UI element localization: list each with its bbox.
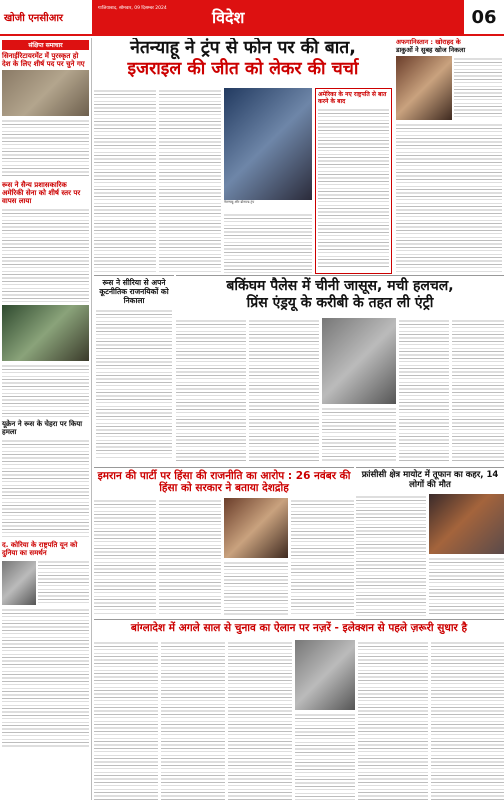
bangladesh-col-5 — [358, 640, 428, 800]
right-story-photo — [396, 56, 452, 120]
brand-block — [0, 0, 92, 36]
brand-name: खोजी एनसीआर — [4, 13, 64, 24]
left-story-1-headline: सिनाईरिटायरमेंट में पुरस्कृत हो देश के लिए शीर्ष पद पर चुने गए — [2, 52, 85, 68]
bangladesh-col-4 — [295, 712, 355, 800]
left-story-2-body — [2, 207, 89, 303]
right-headline-line-2: डाकुओं ने सुबह खोज निकला — [396, 46, 466, 54]
bangladesh-photo — [295, 640, 355, 710]
lead-story — [94, 38, 392, 274]
buckingham-headline — [176, 276, 504, 312]
right-story-headline — [396, 38, 502, 54]
left-story-4-body — [38, 559, 89, 603]
section-title: विदेश — [212, 8, 245, 27]
lead-col-1 — [94, 88, 156, 274]
buckingham-story — [176, 275, 504, 465]
france-col-2 — [429, 556, 504, 616]
bangladesh-col-1 — [94, 640, 158, 800]
buckingham-col-4 — [399, 318, 449, 462]
lead-col-3 — [224, 212, 312, 274]
lead-photo — [224, 88, 312, 208]
masthead — [0, 0, 504, 36]
russia-syria-story — [94, 275, 174, 465]
masthead-bar — [92, 0, 464, 36]
left-story-4-headline: द. कोरिया के राष्ट्रपति यून को दुनिया का समर्थन — [2, 541, 78, 557]
left-story-2b-body — [2, 363, 89, 417]
bangladesh-headline: बांग्लादेश में अगले साल से चुनाव का ऐलान पर नज़रें - इलेक्शन से पहले ज़रूरी सुधार है — [130, 622, 468, 634]
buckingham-col-2 — [249, 318, 319, 462]
lead-headline — [94, 38, 392, 80]
issue-date: गाजियाबाद, सोमवार, 09 दिसम्बर 2024 — [98, 6, 167, 11]
right-story-side-text — [454, 56, 502, 120]
bangladesh-col-6 — [431, 640, 504, 800]
imran-headline: इमरान की पार्टी पर हिंसा की राजनीति का आरोप : 26 नवंबर की हिंसा को सरकार ने बताया देशद्रोह — [97, 470, 351, 494]
buckingham-headline-line-1: बकिंघम पैलेस में चीनी जासूस, मची हलचल, — [226, 278, 454, 294]
france-photo — [429, 494, 504, 554]
buckingham-col-3 — [322, 406, 396, 462]
france-headline: फ्रांसीसी क्षेत्र मायोट में तूफान का कहर, 14 लोगों की मौत — [361, 470, 499, 490]
russia-syria-headline: रूस ने सीरिया से अपने कूटनीतिक राजनयिकों को निकाला — [99, 278, 169, 305]
page-number: 06 — [464, 0, 504, 36]
left-column — [0, 38, 92, 800]
bangladesh-story — [94, 619, 504, 800]
brief-news-tag: संक्षिप्त समाचार — [2, 40, 89, 50]
lead-headline-line-1: नेतन्याहू ने ट्रंप से फोन पर की बात, — [130, 38, 356, 58]
imran-col-4 — [291, 498, 354, 616]
buckingham-col-1 — [176, 318, 246, 462]
right-story — [394, 38, 504, 274]
lead-callout — [315, 88, 392, 274]
imran-story — [94, 467, 354, 617]
right-story-body — [396, 122, 502, 272]
france-mayotte-story — [356, 467, 504, 617]
bangladesh-col-3 — [228, 640, 292, 800]
left-story-3-body — [2, 438, 89, 538]
left-story-1-body — [2, 118, 89, 178]
russia-syria-body — [96, 308, 172, 458]
buckingham-headline-line-2: प्रिंस एंड्रयू के करीबी के तहत ली एंट्री — [246, 295, 434, 311]
left-story-2-headline: रूस ने सैन्य प्रशासकारिक अमेरिकी सेना को शीर्ष स्तर पर वापस लाया — [2, 181, 81, 205]
left-story-2-photo — [2, 305, 89, 361]
lead-col-2 — [159, 88, 221, 274]
lead-headline-line-2: इजराइल की जीत को लेकर की चर्चा — [127, 59, 359, 79]
france-col-1 — [356, 494, 426, 616]
right-headline-line-1: अफगानिस्तान : खोराहद के — [396, 38, 461, 46]
imran-col-3 — [224, 560, 288, 616]
lead-callout-headline: अमेरिका के नए राष्ट्रपति से बात करने के बाद — [318, 91, 387, 105]
imran-photo — [224, 498, 288, 558]
bangladesh-col-2 — [161, 640, 225, 800]
left-story-4b-body — [2, 607, 89, 747]
left-story-1-photo — [2, 70, 89, 116]
imran-col-1 — [94, 498, 156, 616]
buckingham-col-5 — [452, 318, 504, 462]
lead-photo-caption: नेतन्याहू और डोनाल्ड ट्रंप — [224, 200, 255, 204]
left-story-3-headline: यूक्रेन ने रूस के चेहरा पर किया हमला — [2, 420, 83, 436]
left-story-4-photo — [2, 561, 36, 605]
imran-col-2 — [159, 498, 221, 616]
lead-body — [94, 88, 392, 274]
buckingham-photo — [322, 318, 396, 404]
